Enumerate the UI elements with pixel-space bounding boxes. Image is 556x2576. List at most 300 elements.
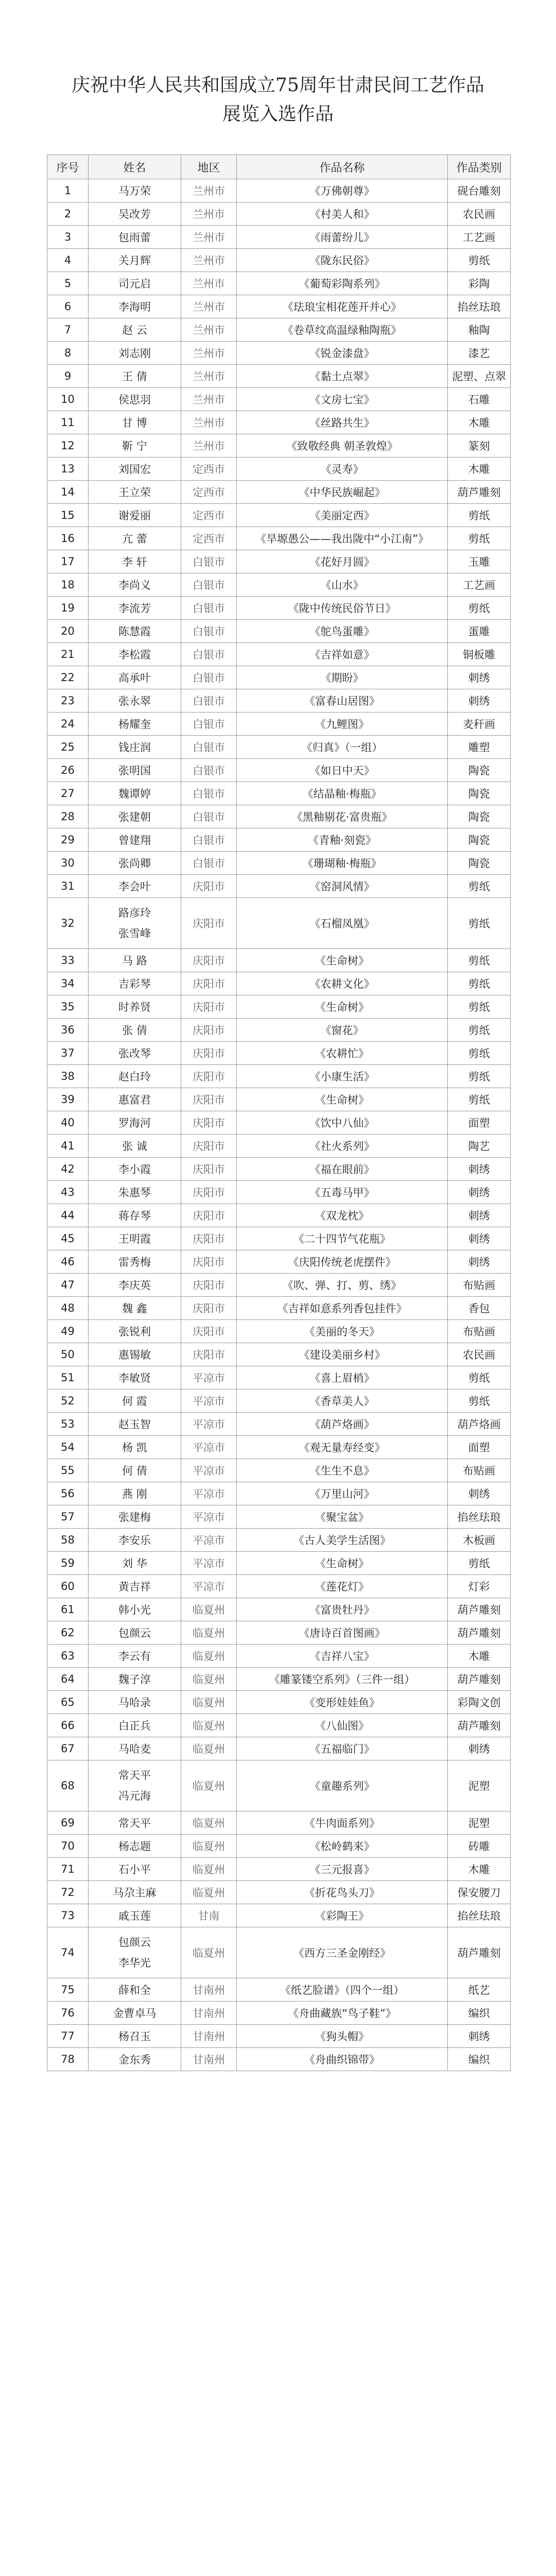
cell-work-title: 《美丽定西》 bbox=[237, 504, 448, 527]
cell-work-title: 《舟曲藏族“鸟子鞋”》 bbox=[237, 2002, 448, 2025]
cell-number: 69 bbox=[47, 1811, 89, 1835]
cell-name: 谢爱丽 bbox=[89, 504, 181, 527]
cell-name: 薛和全 bbox=[89, 1978, 181, 2002]
table-row bbox=[47, 597, 511, 620]
cell-region: 兰州市 bbox=[181, 342, 237, 365]
cell-name: 何 霞 bbox=[89, 1389, 181, 1413]
cell-number: 59 bbox=[47, 1552, 89, 1575]
cell-name: 甘 博 bbox=[89, 411, 181, 434]
table-row bbox=[47, 759, 511, 782]
cell-region: 白银市 bbox=[181, 736, 237, 759]
cell-name: 张永翠 bbox=[89, 689, 181, 713]
cell-work-title: 《香草美人》 bbox=[237, 1389, 448, 1413]
cell-region: 白银市 bbox=[181, 782, 237, 805]
cell-work-title: 《舟曲织锦带》 bbox=[237, 2048, 448, 2071]
cell-work-title: 《变形娃娃鱼》 bbox=[237, 1691, 448, 1714]
cell-name: 陈慧霞 bbox=[89, 620, 181, 643]
cell-number: 50 bbox=[47, 1343, 89, 1366]
table-row bbox=[47, 411, 511, 434]
cell-name: 黄吉祥 bbox=[89, 1575, 181, 1598]
cell-category: 刺绣 bbox=[448, 1158, 511, 1181]
cell-region: 白银市 bbox=[181, 643, 237, 666]
cell-region: 白银市 bbox=[181, 713, 237, 736]
cell-region: 庆阳市 bbox=[181, 1134, 237, 1158]
cell-work-title: 《如日中天》 bbox=[237, 759, 448, 782]
cell-region: 白银市 bbox=[181, 573, 237, 597]
cell-category: 工艺画 bbox=[448, 226, 511, 249]
cell-number: 78 bbox=[47, 2048, 89, 2071]
cell-region: 庆阳市 bbox=[181, 1042, 237, 1065]
table-row bbox=[47, 1343, 511, 1366]
table-row bbox=[47, 1274, 511, 1297]
table-row bbox=[47, 1436, 511, 1459]
cell-name-line: 常天平 bbox=[118, 1769, 151, 1782]
table-row bbox=[47, 272, 511, 295]
table-row bbox=[47, 782, 511, 805]
cell-number: 75 bbox=[47, 1978, 89, 2002]
cell-region: 白银市 bbox=[181, 828, 237, 852]
cell-name: 马万荣 bbox=[89, 179, 181, 202]
cell-category: 剪纸 bbox=[448, 898, 511, 949]
table-row bbox=[47, 504, 511, 527]
cell-category: 香包 bbox=[448, 1297, 511, 1320]
cell-region: 庆阳市 bbox=[181, 1088, 237, 1111]
cell-name: 马哈录 bbox=[89, 1691, 181, 1714]
cell-category: 木雕 bbox=[448, 1858, 511, 1881]
cell-region: 临夏州 bbox=[181, 1760, 237, 1811]
cell-region: 临夏州 bbox=[181, 1691, 237, 1714]
cell-number: 54 bbox=[47, 1436, 89, 1459]
table-row bbox=[47, 1760, 511, 1811]
table-header-row bbox=[47, 155, 511, 179]
cell-category: 陶艺 bbox=[448, 1134, 511, 1158]
table-row bbox=[47, 1691, 511, 1714]
cell-number: 28 bbox=[47, 805, 89, 828]
cell-number: 32 bbox=[47, 898, 89, 949]
cell-category: 葫芦雕刻 bbox=[448, 1598, 511, 1621]
cell-work-title: 《珊瑚釉·梅瓶》 bbox=[237, 852, 448, 875]
cell-name: 高承叶 bbox=[89, 666, 181, 689]
cell-category: 砖雕 bbox=[448, 1835, 511, 1858]
cell-work-title: 《小康生活》 bbox=[237, 1065, 448, 1088]
table-row bbox=[47, 457, 511, 481]
cell-number: 44 bbox=[47, 1204, 89, 1227]
cell-region: 平凉市 bbox=[181, 1436, 237, 1459]
cell-number: 30 bbox=[47, 852, 89, 875]
cell-category: 刺绣 bbox=[448, 1737, 511, 1760]
cell-work-title: 《石榴凤凰》 bbox=[237, 898, 448, 949]
cell-region: 平凉市 bbox=[181, 1482, 237, 1505]
title-line-2: 展览入选作品 bbox=[222, 104, 334, 125]
cell-number: 71 bbox=[47, 1858, 89, 1881]
cell-region: 兰州市 bbox=[181, 434, 237, 457]
cell-category: 刺绣 bbox=[448, 1204, 511, 1227]
cell-number: 46 bbox=[47, 1250, 89, 1274]
cell-category: 葫芦雕刻 bbox=[448, 1668, 511, 1691]
cell-work-title: 《窑洞风情》 bbox=[237, 875, 448, 898]
cell-name: 李安乐 bbox=[89, 1529, 181, 1552]
cell-work-title: 《生命树》 bbox=[237, 1552, 448, 1575]
cell-category: 剪纸 bbox=[448, 949, 511, 972]
cell-number: 51 bbox=[47, 1366, 89, 1389]
cell-number: 26 bbox=[47, 759, 89, 782]
table-row bbox=[47, 2002, 511, 2025]
cell-number: 24 bbox=[47, 713, 89, 736]
cell-region: 定西市 bbox=[181, 457, 237, 481]
cell-number: 38 bbox=[47, 1065, 89, 1088]
cell-work-title: 《生命树》 bbox=[237, 995, 448, 1019]
cell-name: 马 路 bbox=[89, 949, 181, 972]
cell-number: 65 bbox=[47, 1691, 89, 1714]
table-row bbox=[47, 1158, 511, 1181]
cell-category: 布贴画 bbox=[448, 1459, 511, 1482]
cell-category: 陶瓷 bbox=[448, 782, 511, 805]
cell-category: 葫芦雕刻 bbox=[448, 1714, 511, 1737]
cell-work-title: 《卷草纹高温绿釉陶瓶》 bbox=[237, 318, 448, 342]
cell-name: 张明国 bbox=[89, 759, 181, 782]
cell-number: 52 bbox=[47, 1389, 89, 1413]
cell-number: 13 bbox=[47, 457, 89, 481]
cell-category: 木板画 bbox=[448, 1529, 511, 1552]
table-row bbox=[47, 388, 511, 411]
table-row bbox=[47, 828, 511, 852]
table-row bbox=[47, 1621, 511, 1645]
cell-name: 赵 云 bbox=[89, 318, 181, 342]
cell-category: 铜板雕 bbox=[448, 643, 511, 666]
table-row bbox=[47, 342, 511, 365]
table-row bbox=[47, 1019, 511, 1042]
cell-number: 25 bbox=[47, 736, 89, 759]
cell-name: 何 倩 bbox=[89, 1459, 181, 1482]
cell-category: 灯彩 bbox=[448, 1575, 511, 1598]
cell-region: 兰州市 bbox=[181, 295, 237, 318]
cell-region: 临夏州 bbox=[181, 1714, 237, 1737]
cell-name: 惠锡敏 bbox=[89, 1343, 181, 1366]
cell-number: 18 bbox=[47, 573, 89, 597]
cell-number: 49 bbox=[47, 1320, 89, 1343]
table-row bbox=[47, 995, 511, 1019]
cell-category: 剪纸 bbox=[448, 995, 511, 1019]
cell-number: 6 bbox=[47, 295, 89, 318]
cell-work-title: 《中华民族崛起》 bbox=[237, 481, 448, 504]
cell-region: 甘南州 bbox=[181, 2002, 237, 2025]
cell-region: 临夏州 bbox=[181, 1645, 237, 1668]
table-row bbox=[47, 2025, 511, 2048]
cell-region: 庆阳市 bbox=[181, 1274, 237, 1297]
cell-name: 王 倩 bbox=[89, 365, 181, 388]
cell-name: 钱庄润 bbox=[89, 736, 181, 759]
cell-name: 雷秀梅 bbox=[89, 1250, 181, 1274]
table-row bbox=[47, 1668, 511, 1691]
cell-category: 农民画 bbox=[448, 202, 511, 226]
cell-number: 64 bbox=[47, 1668, 89, 1691]
cell-work-title: 《西方三圣金刚经》 bbox=[237, 1927, 448, 1978]
table-row bbox=[47, 1978, 511, 2002]
cell-work-title: 《饮中八仙》 bbox=[237, 1111, 448, 1134]
table-row bbox=[47, 1552, 511, 1575]
cell-work-title: 《农耕文化》 bbox=[237, 972, 448, 995]
cell-work-title: 《青釉·刻瓷》 bbox=[237, 828, 448, 852]
table-row bbox=[47, 852, 511, 875]
cell-number: 61 bbox=[47, 1598, 89, 1621]
cell-work-title: 《五福临门》 bbox=[237, 1737, 448, 1760]
cell-name-line: 路彦玲 bbox=[118, 907, 151, 919]
cell-number: 74 bbox=[47, 1927, 89, 1978]
cell-category: 保安腰刀 bbox=[448, 1881, 511, 1904]
cell-category: 剪纸 bbox=[448, 1019, 511, 1042]
cell-name: 靳 宁 bbox=[89, 434, 181, 457]
cell-number: 60 bbox=[47, 1575, 89, 1598]
cell-region: 临夏州 bbox=[181, 1835, 237, 1858]
cell-number: 33 bbox=[47, 949, 89, 972]
cell-region: 甘南州 bbox=[181, 1978, 237, 2002]
cell-work-title: 《黏土点翠》 bbox=[237, 365, 448, 388]
cell-name: 张尚卿 bbox=[89, 852, 181, 875]
cell-category: 掐丝珐琅 bbox=[448, 295, 511, 318]
cell-region: 庆阳市 bbox=[181, 1065, 237, 1088]
table-row bbox=[47, 434, 511, 457]
cell-number: 42 bbox=[47, 1158, 89, 1181]
table-row bbox=[47, 1413, 511, 1436]
cell-number: 68 bbox=[47, 1760, 89, 1811]
cell-region: 庆阳市 bbox=[181, 1019, 237, 1042]
table-row bbox=[47, 898, 511, 949]
cell-region: 白银市 bbox=[181, 597, 237, 620]
cell-name: 韩小光 bbox=[89, 1598, 181, 1621]
cell-number: 10 bbox=[47, 388, 89, 411]
cell-name: 包颜云 bbox=[89, 1621, 181, 1645]
cell-work-title: 《生命树》 bbox=[237, 949, 448, 972]
cell-work-title: 《聚宝盆》 bbox=[237, 1505, 448, 1529]
cell-region: 白银市 bbox=[181, 550, 237, 573]
cell-region: 庆阳市 bbox=[181, 972, 237, 995]
cell-category: 蛋雕 bbox=[448, 620, 511, 643]
cell-number: 14 bbox=[47, 481, 89, 504]
cell-name: 李海明 bbox=[89, 295, 181, 318]
cell-work-title: 《古人美学生活图》 bbox=[237, 1529, 448, 1552]
cell-name: 杨 凯 bbox=[89, 1436, 181, 1459]
cell-number: 47 bbox=[47, 1274, 89, 1297]
cell-work-title: 《吹、弹、打、剪、绣》 bbox=[237, 1274, 448, 1297]
table-row bbox=[47, 875, 511, 898]
cell-number: 35 bbox=[47, 995, 89, 1019]
cell-region: 甘南州 bbox=[181, 2025, 237, 2048]
cell-region: 临夏州 bbox=[181, 1858, 237, 1881]
cell-number: 12 bbox=[47, 434, 89, 457]
cell-category: 面塑 bbox=[448, 1436, 511, 1459]
cell-category: 刺绣 bbox=[448, 1482, 511, 1505]
cell-name: 刘国宏 bbox=[89, 457, 181, 481]
cell-work-title: 《花好月圆》 bbox=[237, 550, 448, 573]
cell-name: 李云有 bbox=[89, 1645, 181, 1668]
cell-work-title: 《葫芦烙画》 bbox=[237, 1413, 448, 1436]
cell-name: 李流芳 bbox=[89, 597, 181, 620]
cell-name: 金曹卓马 bbox=[89, 2002, 181, 2025]
cell-work-title: 《窗花》 bbox=[237, 1019, 448, 1042]
cell-category: 陶瓷 bbox=[448, 828, 511, 852]
cell-category: 剪纸 bbox=[448, 875, 511, 898]
cell-category: 雕塑 bbox=[448, 736, 511, 759]
cell-name: 白正兵 bbox=[89, 1714, 181, 1737]
cell-number: 62 bbox=[47, 1621, 89, 1645]
table-row bbox=[47, 365, 511, 388]
header-region: 地区 bbox=[181, 155, 237, 179]
page-title bbox=[0, 0, 556, 150]
cell-work-title: 《期盼》 bbox=[237, 666, 448, 689]
cell-number: 55 bbox=[47, 1459, 89, 1482]
cell-number: 29 bbox=[47, 828, 89, 852]
cell-category: 剪纸 bbox=[448, 1552, 511, 1575]
cell-work-title: 《葡萄彩陶系列》 bbox=[237, 272, 448, 295]
cell-region: 平凉市 bbox=[181, 1413, 237, 1436]
cell-name: 吴改芳 bbox=[89, 202, 181, 226]
cell-region: 白银市 bbox=[181, 759, 237, 782]
cell-work-title: 《莲花灯》 bbox=[237, 1575, 448, 1598]
cell-category: 葫芦雕刻 bbox=[448, 1621, 511, 1645]
cell-category: 刺绣 bbox=[448, 2025, 511, 2048]
cell-number: 20 bbox=[47, 620, 89, 643]
table-row bbox=[47, 1297, 511, 1320]
cell-number: 45 bbox=[47, 1227, 89, 1250]
header-number: 序号 bbox=[47, 155, 89, 179]
cell-work-title: 《村美人和》 bbox=[237, 202, 448, 226]
cell-category: 陶瓷 bbox=[448, 759, 511, 782]
table-row bbox=[47, 1881, 511, 1904]
cell-work-title: 《彩陶王》 bbox=[237, 1904, 448, 1927]
cell-category: 葫芦雕刻 bbox=[448, 481, 511, 504]
table-row bbox=[47, 972, 511, 995]
cell-category: 农民画 bbox=[448, 1343, 511, 1366]
cell-name: 蒋存琴 bbox=[89, 1204, 181, 1227]
cell-region: 兰州市 bbox=[181, 272, 237, 295]
cell-name: 李小霞 bbox=[89, 1158, 181, 1181]
cell-work-title: 《松岭鹤来》 bbox=[237, 1835, 448, 1858]
cell-category: 泥塑 bbox=[448, 1811, 511, 1835]
cell-category: 掐丝珐琅 bbox=[448, 1505, 511, 1529]
cell-work-title: 《鸵鸟蛋雕》 bbox=[237, 620, 448, 643]
cell-number: 53 bbox=[47, 1413, 89, 1436]
cell-number: 3 bbox=[47, 226, 89, 249]
cell-region: 平凉市 bbox=[181, 1575, 237, 1598]
cell-name bbox=[89, 1760, 181, 1811]
cell-region: 定西市 bbox=[181, 481, 237, 504]
cell-number: 11 bbox=[47, 411, 89, 434]
cell-number: 9 bbox=[47, 365, 89, 388]
cell-name: 包雨蕾 bbox=[89, 226, 181, 249]
table-row bbox=[47, 689, 511, 713]
cell-number: 27 bbox=[47, 782, 89, 805]
cell-category: 葫芦雕刻 bbox=[448, 1927, 511, 1978]
cell-work-title: 《三元报喜》 bbox=[237, 1858, 448, 1881]
cell-name: 马尕主麻 bbox=[89, 1881, 181, 1904]
cell-name: 戚玉莲 bbox=[89, 1904, 181, 1927]
cell-name: 刘 华 bbox=[89, 1552, 181, 1575]
cell-category: 木雕 bbox=[448, 1645, 511, 1668]
cell-region: 庆阳市 bbox=[181, 875, 237, 898]
cell-category: 泥塑 bbox=[448, 1760, 511, 1811]
cell-work-title: 《观无量寿经变》 bbox=[237, 1436, 448, 1459]
cell-work-title: 《生生不息》 bbox=[237, 1459, 448, 1482]
cell-category: 掐丝珐琅 bbox=[448, 1904, 511, 1927]
table-row bbox=[47, 1320, 511, 1343]
table-row bbox=[47, 1250, 511, 1274]
cell-number: 5 bbox=[47, 272, 89, 295]
cell-name: 李敏贤 bbox=[89, 1366, 181, 1389]
title-line-1: 庆祝中华人民共和国成立75周年甘肃民间工艺作品 bbox=[72, 75, 484, 96]
table-row bbox=[47, 643, 511, 666]
table-row bbox=[47, 1529, 511, 1552]
cell-name: 朱惠琴 bbox=[89, 1181, 181, 1204]
cell-category: 刺绣 bbox=[448, 1250, 511, 1274]
cell-region: 临夏州 bbox=[181, 1881, 237, 1904]
table-row bbox=[47, 1927, 511, 1978]
cell-region: 白银市 bbox=[181, 666, 237, 689]
cell-number: 37 bbox=[47, 1042, 89, 1065]
cell-region: 庆阳市 bbox=[181, 1297, 237, 1320]
header-name: 姓名 bbox=[89, 155, 181, 179]
cell-region: 庆阳市 bbox=[181, 995, 237, 1019]
cell-work-title: 《山水》 bbox=[237, 573, 448, 597]
cell-region: 兰州市 bbox=[181, 179, 237, 202]
cell-region: 甘南州 bbox=[181, 2048, 237, 2071]
cell-work-title: 《纸艺脸谱》（四个一组） bbox=[237, 1978, 448, 2002]
cell-category: 纸艺 bbox=[448, 1978, 511, 2002]
cell-name-line: 李华光 bbox=[118, 1957, 151, 1969]
cell-name: 赵玉智 bbox=[89, 1413, 181, 1436]
cell-category: 剪纸 bbox=[448, 527, 511, 550]
cell-number: 39 bbox=[47, 1088, 89, 1111]
table-row bbox=[47, 1482, 511, 1505]
table-row bbox=[47, 1181, 511, 1204]
cell-number: 72 bbox=[47, 1881, 89, 1904]
cell-work-title: 《吉祥八宝》 bbox=[237, 1645, 448, 1668]
cell-region: 兰州市 bbox=[181, 365, 237, 388]
cell-region: 甘南 bbox=[181, 1904, 237, 1927]
cell-number: 36 bbox=[47, 1019, 89, 1042]
cell-name: 杨耀奎 bbox=[89, 713, 181, 736]
cell-region: 平凉市 bbox=[181, 1505, 237, 1529]
table-row bbox=[47, 249, 511, 272]
cell-number: 76 bbox=[47, 2002, 89, 2025]
cell-category: 木雕 bbox=[448, 457, 511, 481]
cell-work-title: 《黑釉剔花·富贵瓶》 bbox=[237, 805, 448, 828]
cell-name-line: 张雪峰 bbox=[118, 927, 151, 940]
cell-region: 平凉市 bbox=[181, 1552, 237, 1575]
table-row bbox=[47, 179, 511, 202]
table-row bbox=[47, 1835, 511, 1858]
cell-category: 剪纸 bbox=[448, 597, 511, 620]
cell-number: 56 bbox=[47, 1482, 89, 1505]
cell-number: 4 bbox=[47, 249, 89, 272]
cell-category: 面塑 bbox=[448, 1111, 511, 1134]
cell-work-title: 《万里山河》 bbox=[237, 1482, 448, 1505]
cell-name: 侯思羽 bbox=[89, 388, 181, 411]
cell-region: 庆阳市 bbox=[181, 1227, 237, 1250]
table-row bbox=[47, 1065, 511, 1088]
table-row bbox=[47, 481, 511, 504]
cell-name: 杨志题 bbox=[89, 1835, 181, 1858]
cell-number: 7 bbox=[47, 318, 89, 342]
cell-region: 庆阳市 bbox=[181, 1204, 237, 1227]
cell-number: 31 bbox=[47, 875, 89, 898]
cell-name-line: 包颜云 bbox=[118, 1936, 151, 1948]
cell-region: 庆阳市 bbox=[181, 898, 237, 949]
cell-category: 剪纸 bbox=[448, 1366, 511, 1389]
cell-work-title: 《童趣系列》 bbox=[237, 1760, 448, 1811]
table-row bbox=[47, 1904, 511, 1927]
cell-number: 17 bbox=[47, 550, 89, 573]
cell-work-title: 《富贵牡丹》 bbox=[237, 1598, 448, 1621]
